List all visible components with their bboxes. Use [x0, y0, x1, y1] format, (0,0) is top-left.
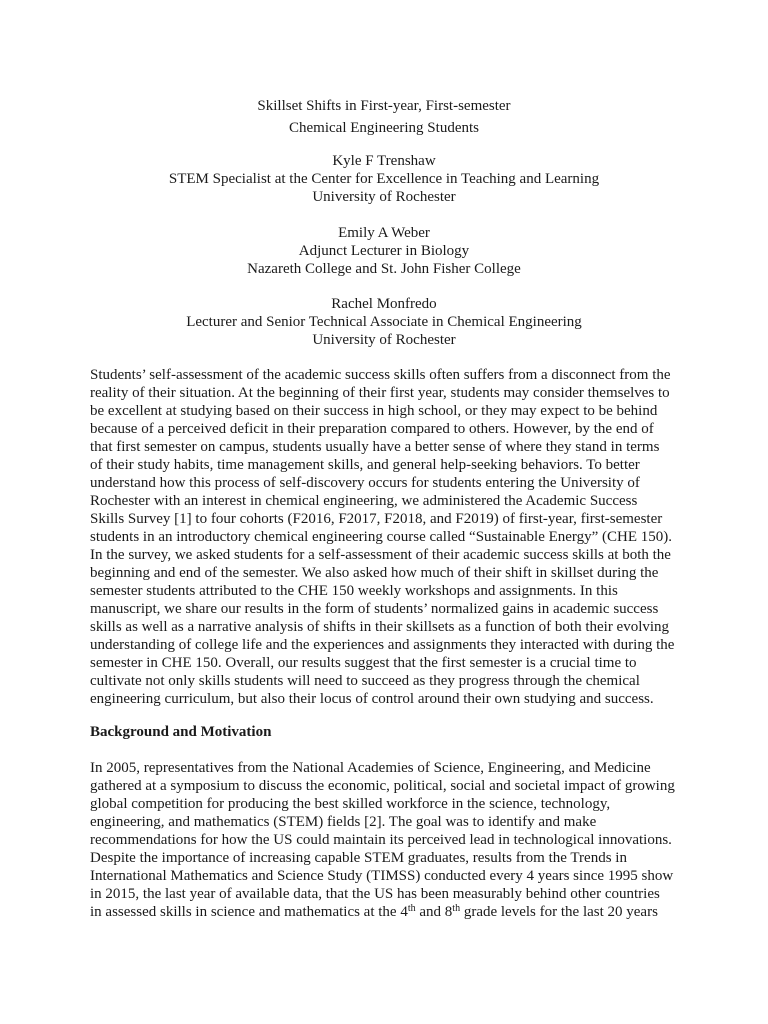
- paper-title: [0, 95, 768, 139]
- superscript-th: th: [407, 903, 416, 914]
- author-position: STEM Specialist at the Center for Excellence in Teaching and Learning: [168, 171, 600, 187]
- author-position: Adjunct Lecturer in Biology: [298, 243, 470, 259]
- body-line: International Mathematics and Science Study (TIMSS) conducted every 4 years since 1995 show: [90, 868, 674, 884]
- author-affiliation: University of Rochester: [312, 189, 456, 205]
- author-block-1: [0, 152, 768, 206]
- abstract-line: beginning and end of the semester. We also asked how much of their shift in skillset during the: [90, 565, 659, 581]
- title-line-1: Skillset Shifts in First-year, First-semester: [257, 98, 511, 114]
- abstract-line: skills as well as a narrative analysis of shifts in their skillsets as a function of both their evolving: [90, 619, 670, 635]
- abstract-line: be excellent at studying based on their success in high school, or they may expect to be behind: [90, 403, 658, 419]
- abstract-line: Students’ self-assessment of the academic success skills often suffers from a disconnect from the: [90, 367, 671, 383]
- author-name: Emily A Weber: [338, 225, 430, 241]
- body-line: global competition for producing the best skilled workforce in the science, technology,: [90, 796, 611, 812]
- body-line: Despite the importance of increasing capable STEM graduates, results from the Trends in: [90, 850, 627, 866]
- section-paragraph: [90, 759, 680, 921]
- abstract-line: In the survey, we asked students for a self-assessment of their academic success skills at both the: [90, 547, 671, 563]
- body-text-fragment: in assessed skills in science and mathematics at the 4: [90, 904, 408, 920]
- author-name: Rachel Monfredo: [331, 296, 437, 312]
- section-heading: Background and Motivation: [90, 724, 272, 740]
- body-line: In 2005, representatives from the National Academies of Science, Engineering, and Medicine: [90, 760, 651, 776]
- abstract-line: of their study habits, time management skills, and general help-seeking behaviors. To better: [90, 457, 640, 473]
- author-position: Lecturer and Senior Technical Associate in Chemical Engineering: [186, 314, 582, 330]
- abstract-line: manuscript, we share our results in the form of students’ normalized gains in academic success: [90, 601, 659, 617]
- abstract-line: understand how this process of self-discovery occurs for students entering the University of: [90, 475, 640, 491]
- abstract-paragraph: [90, 366, 680, 708]
- author-affiliation: Nazareth College and St. John Fisher College: [247, 261, 521, 277]
- body-text-fragment: grade levels for the last 20 years: [460, 904, 658, 920]
- body-line: engineering, and mathematics (STEM) fields [2]. The goal was to identify and make: [90, 814, 597, 830]
- abstract-line: reality of their situation. At the beginning of their first year, students may consider themselves to: [90, 385, 670, 401]
- abstract-line: semester students attributed to the CHE 150 weekly workshops and assignments. In this: [90, 583, 618, 599]
- body-line-last: [90, 903, 680, 921]
- body-line: gathered at a symposium to discuss the economic, political, social and societal impact of growing: [90, 778, 675, 794]
- abstract-line: students in an introductory chemical engineering course called “Sustainable Energy” (CHE 150).: [90, 529, 673, 545]
- abstract-line: that first semester on campus, students usually have a better sense of where they stand in terms: [90, 439, 660, 455]
- body-line: in 2015, the last year of available data, that the US has been measurably behind other countries: [90, 886, 660, 902]
- abstract-line: understanding of college life and the experiences and assignments they interacted with during the: [90, 637, 675, 653]
- body-line: recommendations for how the US could maintain its perceived lead in technological innovations.: [90, 832, 672, 848]
- author-block-2: [0, 224, 768, 278]
- abstract-line: Skills Survey [1] to four cohorts (F2016, F2017, F2018, and F2019) of first-year, first-semester: [90, 511, 663, 527]
- abstract-line: engineering curriculum, but also their locus of control around their own studying and success.: [90, 691, 654, 707]
- title-line-2: Chemical Engineering Students: [289, 120, 479, 136]
- body-text-fragment: and 8: [415, 904, 453, 920]
- abstract-line: semester in CHE 150. Overall, our results suggest that the first semester is a crucial time to: [90, 655, 637, 671]
- abstract-line: Rochester with an interest in chemical engineering, we administered the Academic Success: [90, 493, 638, 509]
- author-name: Kyle F Trenshaw: [332, 153, 436, 169]
- author-block-3: [0, 295, 768, 349]
- abstract-line: because of a perceived deficit in their preparation compared to others. However, by the end of: [90, 421, 654, 437]
- abstract-line: cultivate not only skills students will need to succeed as they progress through the chemical: [90, 673, 640, 689]
- superscript-th: th: [452, 903, 461, 914]
- author-affiliation: University of Rochester: [312, 332, 456, 348]
